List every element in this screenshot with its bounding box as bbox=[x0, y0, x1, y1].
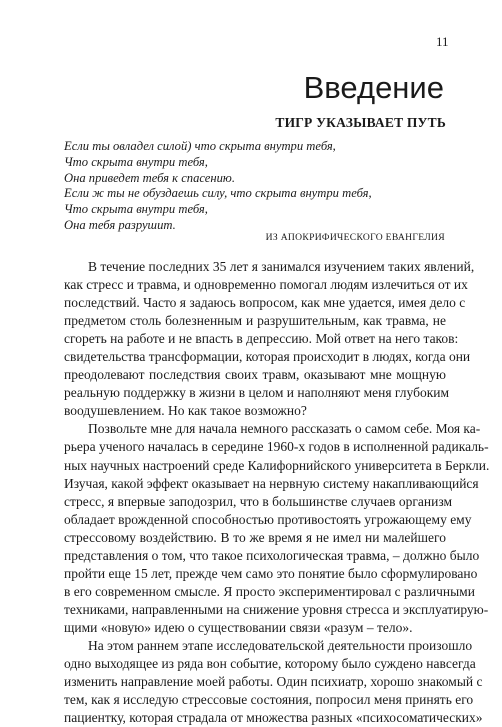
epigraph-line: Она тебя разрушит. bbox=[64, 217, 176, 232]
paragraph-2 bbox=[64, 420, 490, 637]
text-line: Изучая, какой эффект оказывает на нервную систему накапливающийся bbox=[64, 475, 479, 491]
epigraph-line: Она приведет тебя к спасению. bbox=[64, 170, 235, 185]
body-text bbox=[64, 258, 490, 727]
text-line: сгореть на работе и не впасть в депрессию. Мой ответ на него таков: bbox=[64, 331, 459, 347]
text-line: стрессовому воздействию. В то же время я не имел ни малейшего bbox=[64, 529, 446, 545]
section-heading: ТИГР УКАЗЫВАЕТ ПУТЬ bbox=[275, 115, 446, 130]
text-line: щими «новую» идею о существовании связи «разум – тело». bbox=[64, 619, 413, 635]
epigraph bbox=[64, 139, 444, 234]
text-line: представления о том, что такое психологическая травма, – должно было bbox=[64, 547, 480, 563]
epigraph-line: Что скрыта внутри тебя, bbox=[64, 154, 208, 169]
text-line: в его современном смысле. Я просто экспериментировал с различными bbox=[64, 583, 475, 599]
epigraph-line: Если ты овладел силой) что скрыта внутри тебя, bbox=[64, 139, 336, 153]
text-line: предметом столь болезненным и разрушительным, как травма, не bbox=[64, 313, 446, 329]
page-number: 11 bbox=[436, 34, 449, 49]
text-line: В течение последних 35 лет я занимался изучением таких явлений, bbox=[88, 259, 475, 274]
chapter-title: Введение bbox=[303, 70, 444, 105]
paragraph-1 bbox=[64, 258, 475, 420]
epigraph-line: Что скрыта внутри тебя, bbox=[64, 202, 208, 217]
epigraph-line: Если ж ты не обуздаешь силу, что скрыта внутри тебя, bbox=[64, 186, 372, 201]
text-line: стресс, я впервые заподозрил, что в большинстве случаев организм bbox=[64, 493, 453, 509]
epigraph-source: ИЗ АПОКРИФИЧЕСКОГО ЕВАНГЕЛИЯ bbox=[265, 232, 445, 243]
text-line: обладает врожденной способностью противостоять угрожающему ему bbox=[64, 511, 472, 527]
text-line: Позвольте мне для начала немного рассказать о самом себе. Моя ка- bbox=[88, 421, 481, 437]
text-line: свидетельства трансформации, которая происходит в людях, когда они bbox=[64, 349, 471, 365]
text-line: одно выходящее из ряда вон событие, которому было суждено навсегда bbox=[64, 656, 476, 672]
text-line: На этом раннем этапе исследовательской деятельности произошло bbox=[88, 637, 473, 653]
text-line: пациентку, которая страдала от множества разных «психосоматических» bbox=[64, 710, 483, 726]
text-line: как стресс и травма, и одновременно помогал людям излечиться от их bbox=[64, 277, 468, 293]
paragraph-3 bbox=[64, 637, 483, 727]
text-line: техниками, направленными на снижение уровня стресса и эксплуатирую- bbox=[64, 601, 489, 617]
text-line: пройти еще 15 лет, прежде чем само это понятие было сформулировано bbox=[64, 565, 478, 581]
text-line: последствий. Часто я задаюсь вопросом, как мне удается, имея дело с bbox=[64, 295, 466, 311]
text-line: воодушевлением. Но как такое возможно? bbox=[64, 403, 307, 419]
text-line: ных научных настроений среде Калифорнийского университета в Беркли. bbox=[64, 457, 490, 473]
text-line: тем, как я исследую стрессовые состояния, попросил меня принять его bbox=[64, 692, 474, 708]
text-line: рьера ученого началась в середине 1960-х годов в исполненной радикаль- bbox=[64, 439, 489, 455]
text-line: изменить направление моей работы. Один психиатр, хорошо знакомый с bbox=[64, 674, 483, 690]
text-line: реальную поддержку в жизни в целом и наполняют меня глубоким bbox=[64, 385, 450, 401]
text-line: преодолевают последствия своих травм, оказывают мне мощную bbox=[64, 367, 446, 383]
